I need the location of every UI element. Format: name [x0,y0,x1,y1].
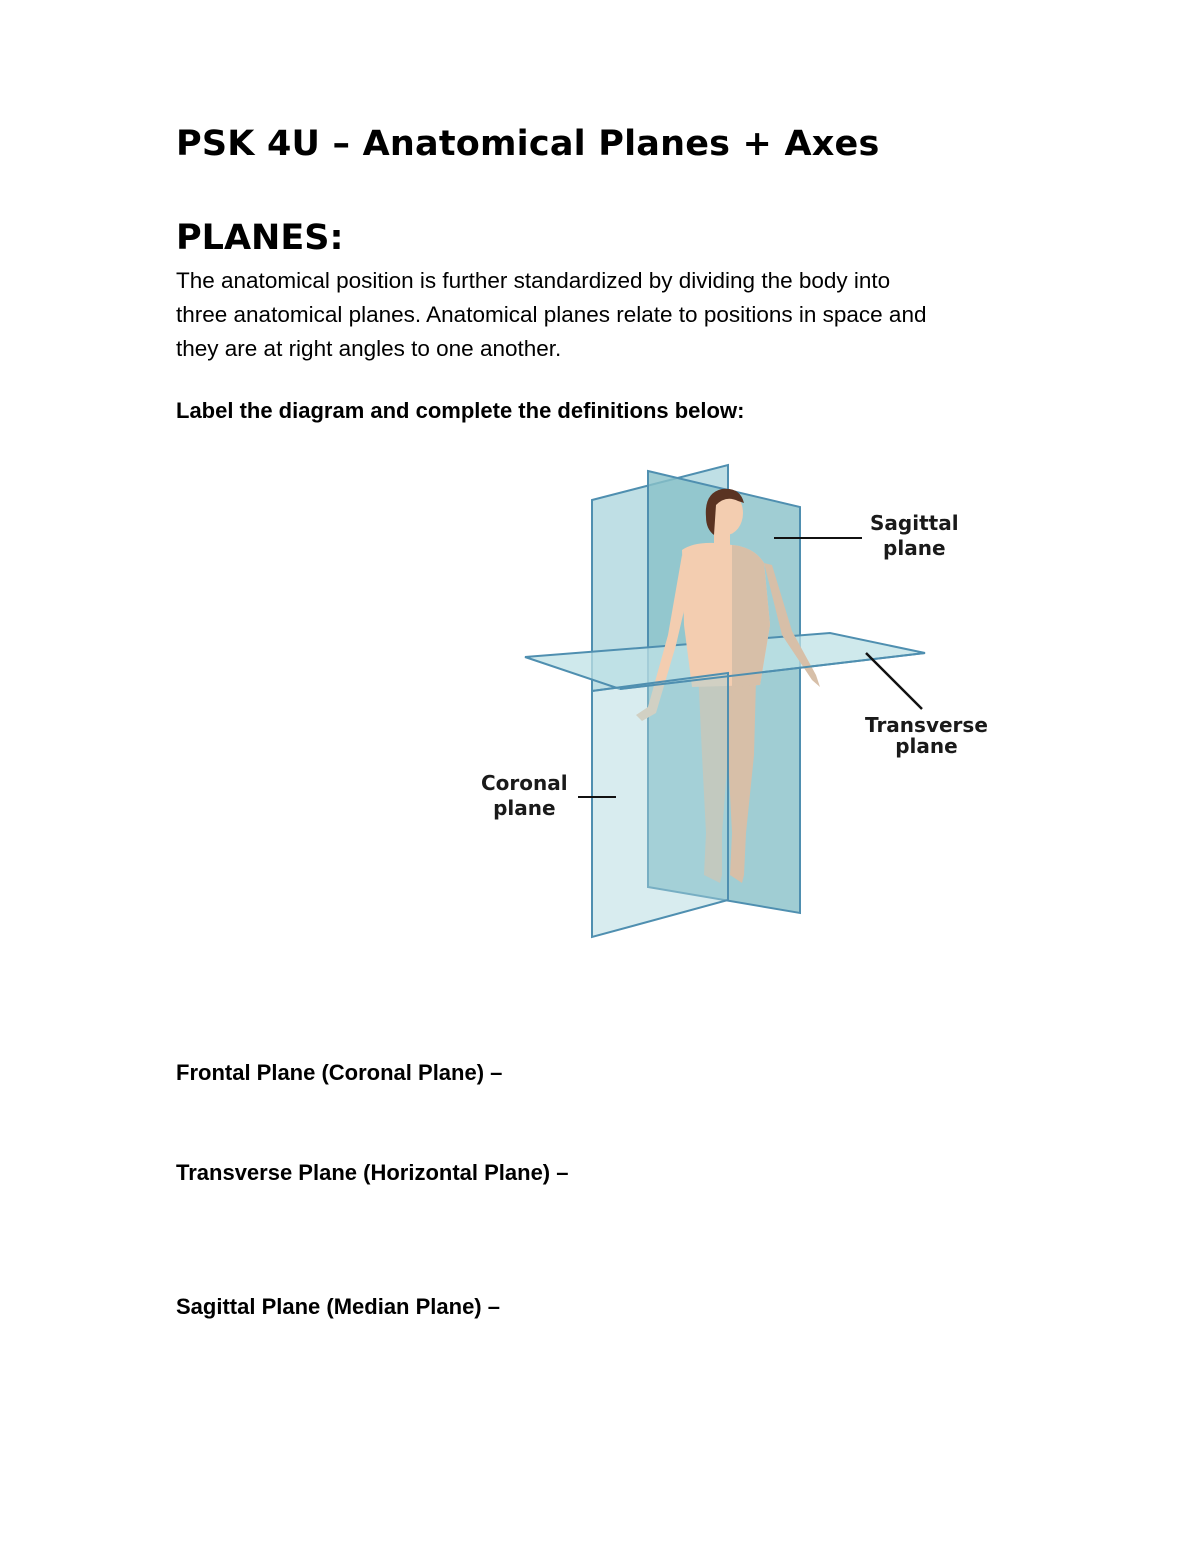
page-title: PSK 4U – Anatomical Planes + Axes [176,124,880,164]
section-heading-planes: PLANES: [176,218,344,258]
transverse-label-line1: Transverse [865,713,988,737]
intro-line: they are at right angles to one another. [176,336,562,361]
definition-transverse-plane: Transverse Plane (Horizontal Plane) – [176,1160,569,1185]
sagittal-label-line1: Sagittal [870,511,959,535]
definition-sagittal-plane: Sagittal Plane (Median Plane) – [176,1294,500,1319]
coronal-label-line2: plane [493,796,556,820]
sagittal-label-line2: plane [883,536,946,560]
coronal-label-line1: Coronal [481,771,568,795]
definition-frontal-plane: Frontal Plane (Coronal Plane) – [176,1060,503,1085]
anatomical-planes-diagram [470,455,1010,955]
intro-line: three anatomical planes. Anatomical planes relate to positions in space and [176,302,927,327]
instruction-text: Label the diagram and complete the definitions below: [176,398,745,423]
coronal-plane-label [481,771,568,821]
intro-paragraph [176,264,1036,366]
transverse-plane-label [865,713,988,759]
coronal-plane-front [592,673,728,937]
intro-line: The anatomical position is further standardized by dividing the body into [176,268,891,293]
transverse-leader-line [866,653,922,709]
transverse-label-line2: plane [895,734,958,758]
sagittal-plane-label [870,511,959,561]
